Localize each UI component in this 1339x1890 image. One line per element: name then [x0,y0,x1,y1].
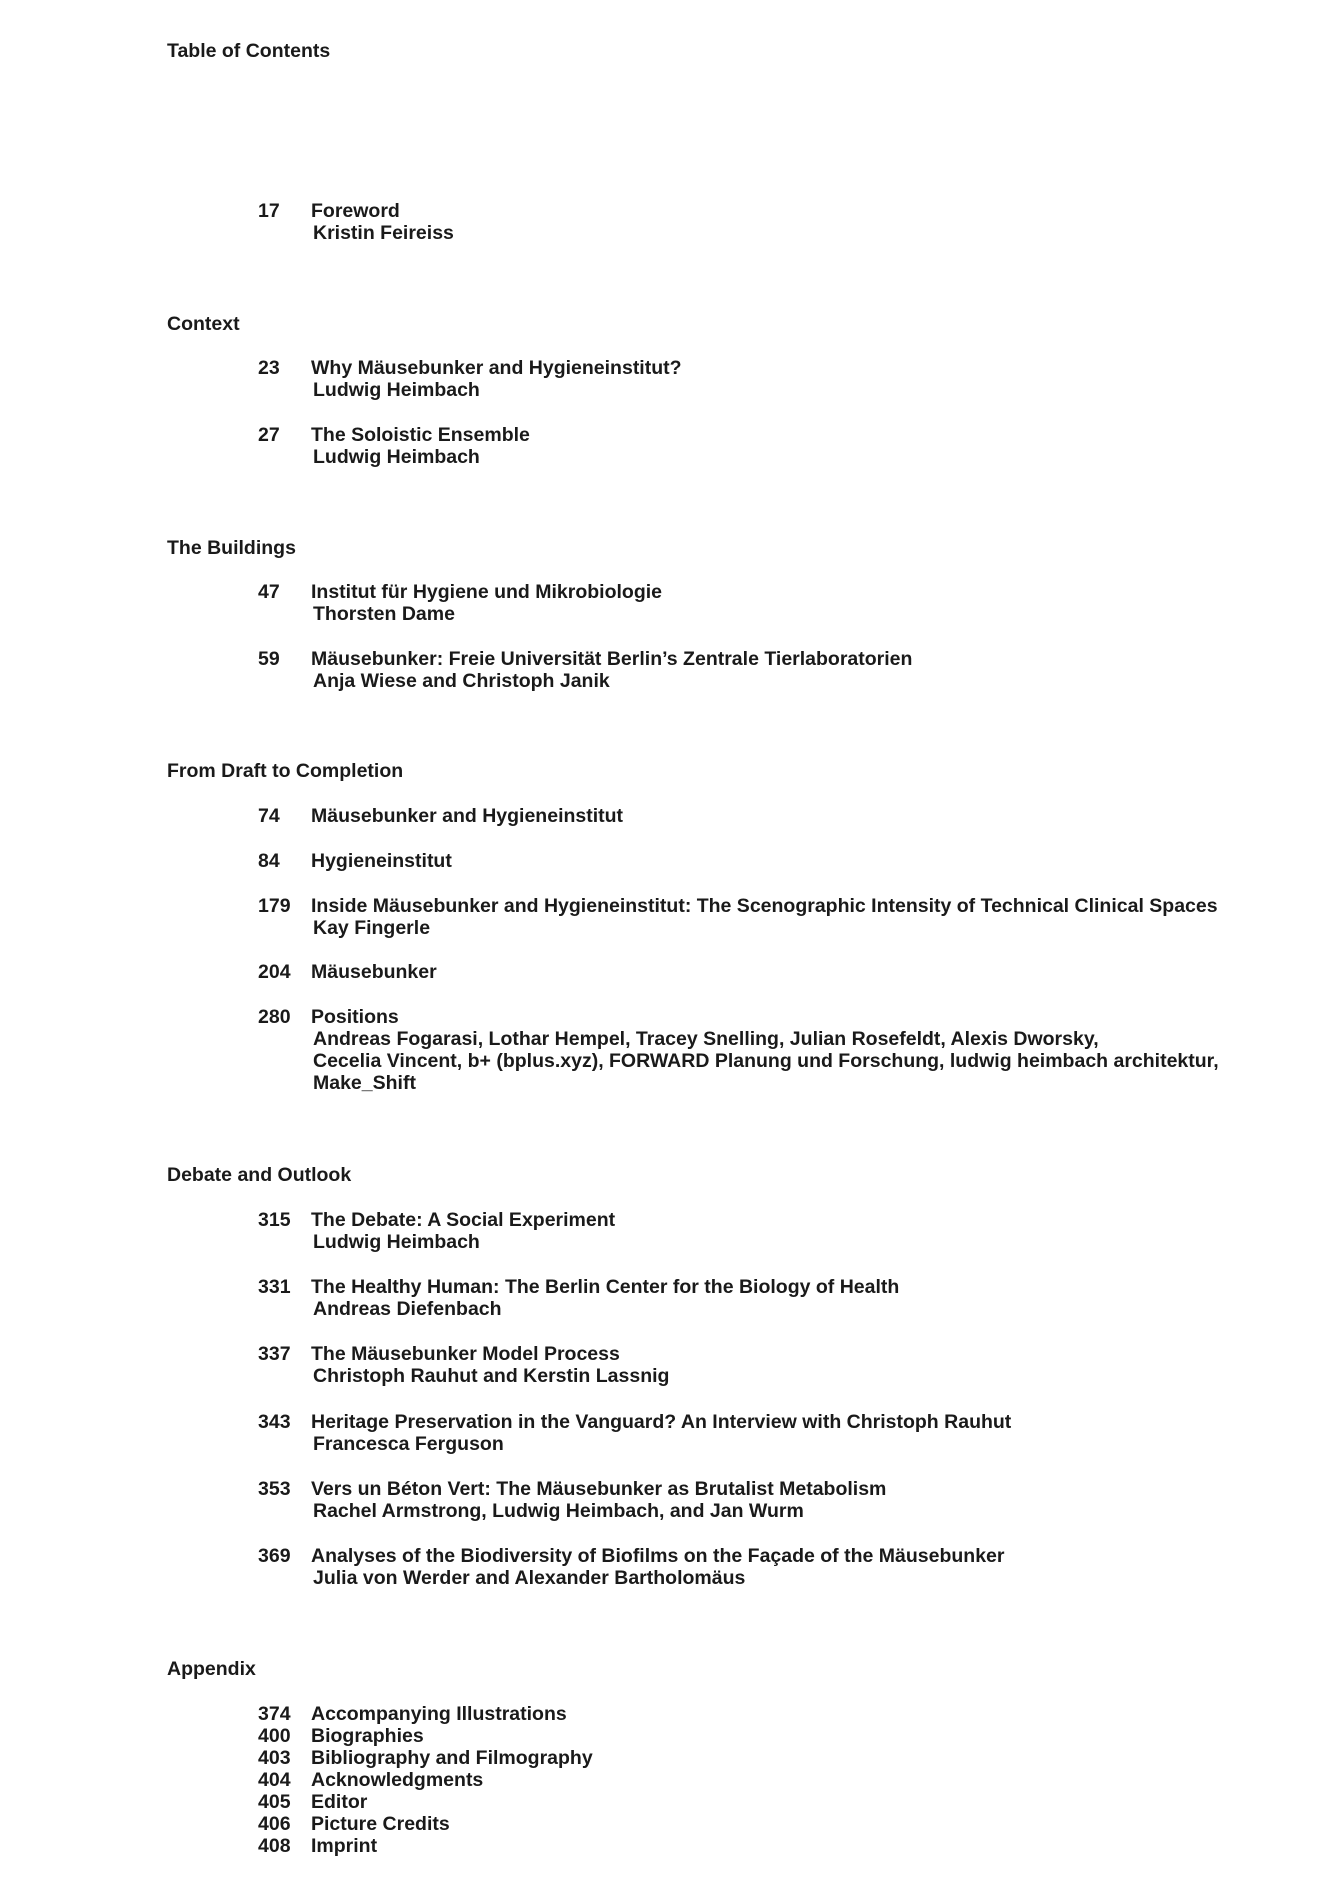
toc-entry-title[interactable]: Heritage Preservation in the Vanguard? An Interview with Christoph Rauhut [311,1411,1012,1433]
toc-page-number: 179 [258,895,291,917]
toc-entry-author: Francesca Ferguson [313,1433,504,1455]
toc-entry-author: Julia von Werder and Alexander Bartholomäus [313,1567,746,1589]
toc-entry-title[interactable]: The Mäusebunker Model Process [311,1343,620,1365]
toc-entry-author: Rachel Armstrong, Ludwig Heimbach, and Jan Wurm [313,1500,804,1522]
toc-entry-author: Andreas Diefenbach [313,1298,502,1320]
toc-page-number: 337 [258,1343,291,1365]
toc-entry-title[interactable]: Analyses of the Biodiversity of Biofilms on the Façade of the Mäusebunker [311,1545,1005,1567]
toc-entry-title[interactable]: Mäusebunker and Hygieneinstitut [311,805,624,827]
toc-page-number: 84 [258,850,280,872]
toc-entry-title[interactable]: Picture Credits [311,1813,450,1835]
toc-page-number: 408 [258,1835,291,1857]
toc-entry-title[interactable]: Inside Mäusebunker and Hygieneinstitut: The Scenographic Intensity of Technical Clinical Spaces [311,895,1218,917]
toc-page-number: 331 [258,1276,291,1298]
section-heading: From Draft to Completion [167,760,404,782]
toc-page-number: 353 [258,1478,291,1500]
toc-entry-title[interactable]: Foreword [311,200,400,222]
toc-page-number: 23 [258,357,280,379]
toc-page-number: 315 [258,1209,291,1231]
toc-entry-title[interactable]: Institut für Hygiene und Mikrobiologie [311,581,662,603]
toc-page-number: 59 [258,648,280,670]
toc-entry-author: Thorsten Dame [313,603,455,625]
toc-entry-title[interactable]: Imprint [311,1835,378,1857]
toc-page-number: 343 [258,1411,291,1433]
toc-page-number: 74 [258,805,280,827]
section-heading: The Buildings [167,537,296,559]
toc-entry-author: Ludwig Heimbach [313,446,480,468]
toc-entry-title[interactable]: Positions [311,1006,399,1028]
toc-page-number: 403 [258,1747,291,1769]
toc-entry-title[interactable]: Mäusebunker [311,961,437,983]
toc-page-number: 400 [258,1725,291,1747]
toc-entry-title[interactable]: The Debate: A Social Experiment [311,1209,616,1231]
toc-entry-title[interactable]: Bibliography and Filmography [311,1747,593,1769]
toc-entry-title[interactable]: The Healthy Human: The Berlin Center for the Biology of Health [311,1276,900,1298]
toc-page-number: 404 [258,1769,291,1791]
toc-entry-author: Kristin Feireiss [313,222,454,244]
toc-entry-title[interactable]: Hygieneinstitut [311,850,452,872]
toc-entry-author: Kay Fingerle [313,917,431,939]
section-heading: Context [167,313,240,335]
toc-entry-title[interactable]: Mäusebunker: Freie Universität Berlin’s Zentrale Tierlaboratorien [311,648,913,670]
toc-entry-title[interactable]: Editor [311,1791,368,1813]
toc-entry-title[interactable]: Why Mäusebunker and Hygieneinstitut? [311,357,682,379]
toc-entry-author: Anja Wiese and Christoph Janik [313,670,610,692]
toc-entry-title[interactable]: Vers un Béton Vert: The Mäusebunker as Brutalist Metabolism [311,1478,887,1500]
toc-page-number: 27 [258,424,280,446]
toc-entry-author: Ludwig Heimbach [313,1231,480,1253]
toc-entry-author: Ludwig Heimbach [313,379,480,401]
toc-page-number: 47 [258,581,280,603]
page-title: Table of Contents [167,40,331,62]
toc-entry-title[interactable]: The Soloistic Ensemble [311,424,530,446]
toc-entry-title[interactable]: Acknowledgments [311,1769,484,1791]
toc-page-number: 369 [258,1545,291,1567]
toc-entry-author: Andreas Fogarasi, Lothar Hempel, Tracey Snelling, Julian Rosefeldt, Alexis Dworsky, [313,1028,1099,1050]
toc-entry-author: Cecelia Vincent, b+ (bplus.xyz), FORWARD Planung und Forschung, ludwig heimbach architektur, [313,1050,1219,1072]
toc-page-number: 405 [258,1791,291,1813]
toc-entry-title[interactable]: Biographies [311,1725,424,1747]
toc-page-number: 374 [258,1703,291,1725]
toc-entry-author: Christoph Rauhut and Kerstin Lassnig [313,1365,670,1387]
toc-page-number: 204 [258,961,291,983]
toc-page-number: 17 [258,200,280,222]
toc-page-number: 280 [258,1006,291,1028]
toc-entry-author: Make_Shift [313,1072,416,1094]
toc-page-number: 406 [258,1813,291,1835]
section-heading: Appendix [167,1658,256,1680]
toc-entry-title[interactable]: Accompanying Illustrations [311,1703,567,1725]
section-heading: Debate and Outlook [167,1164,352,1186]
